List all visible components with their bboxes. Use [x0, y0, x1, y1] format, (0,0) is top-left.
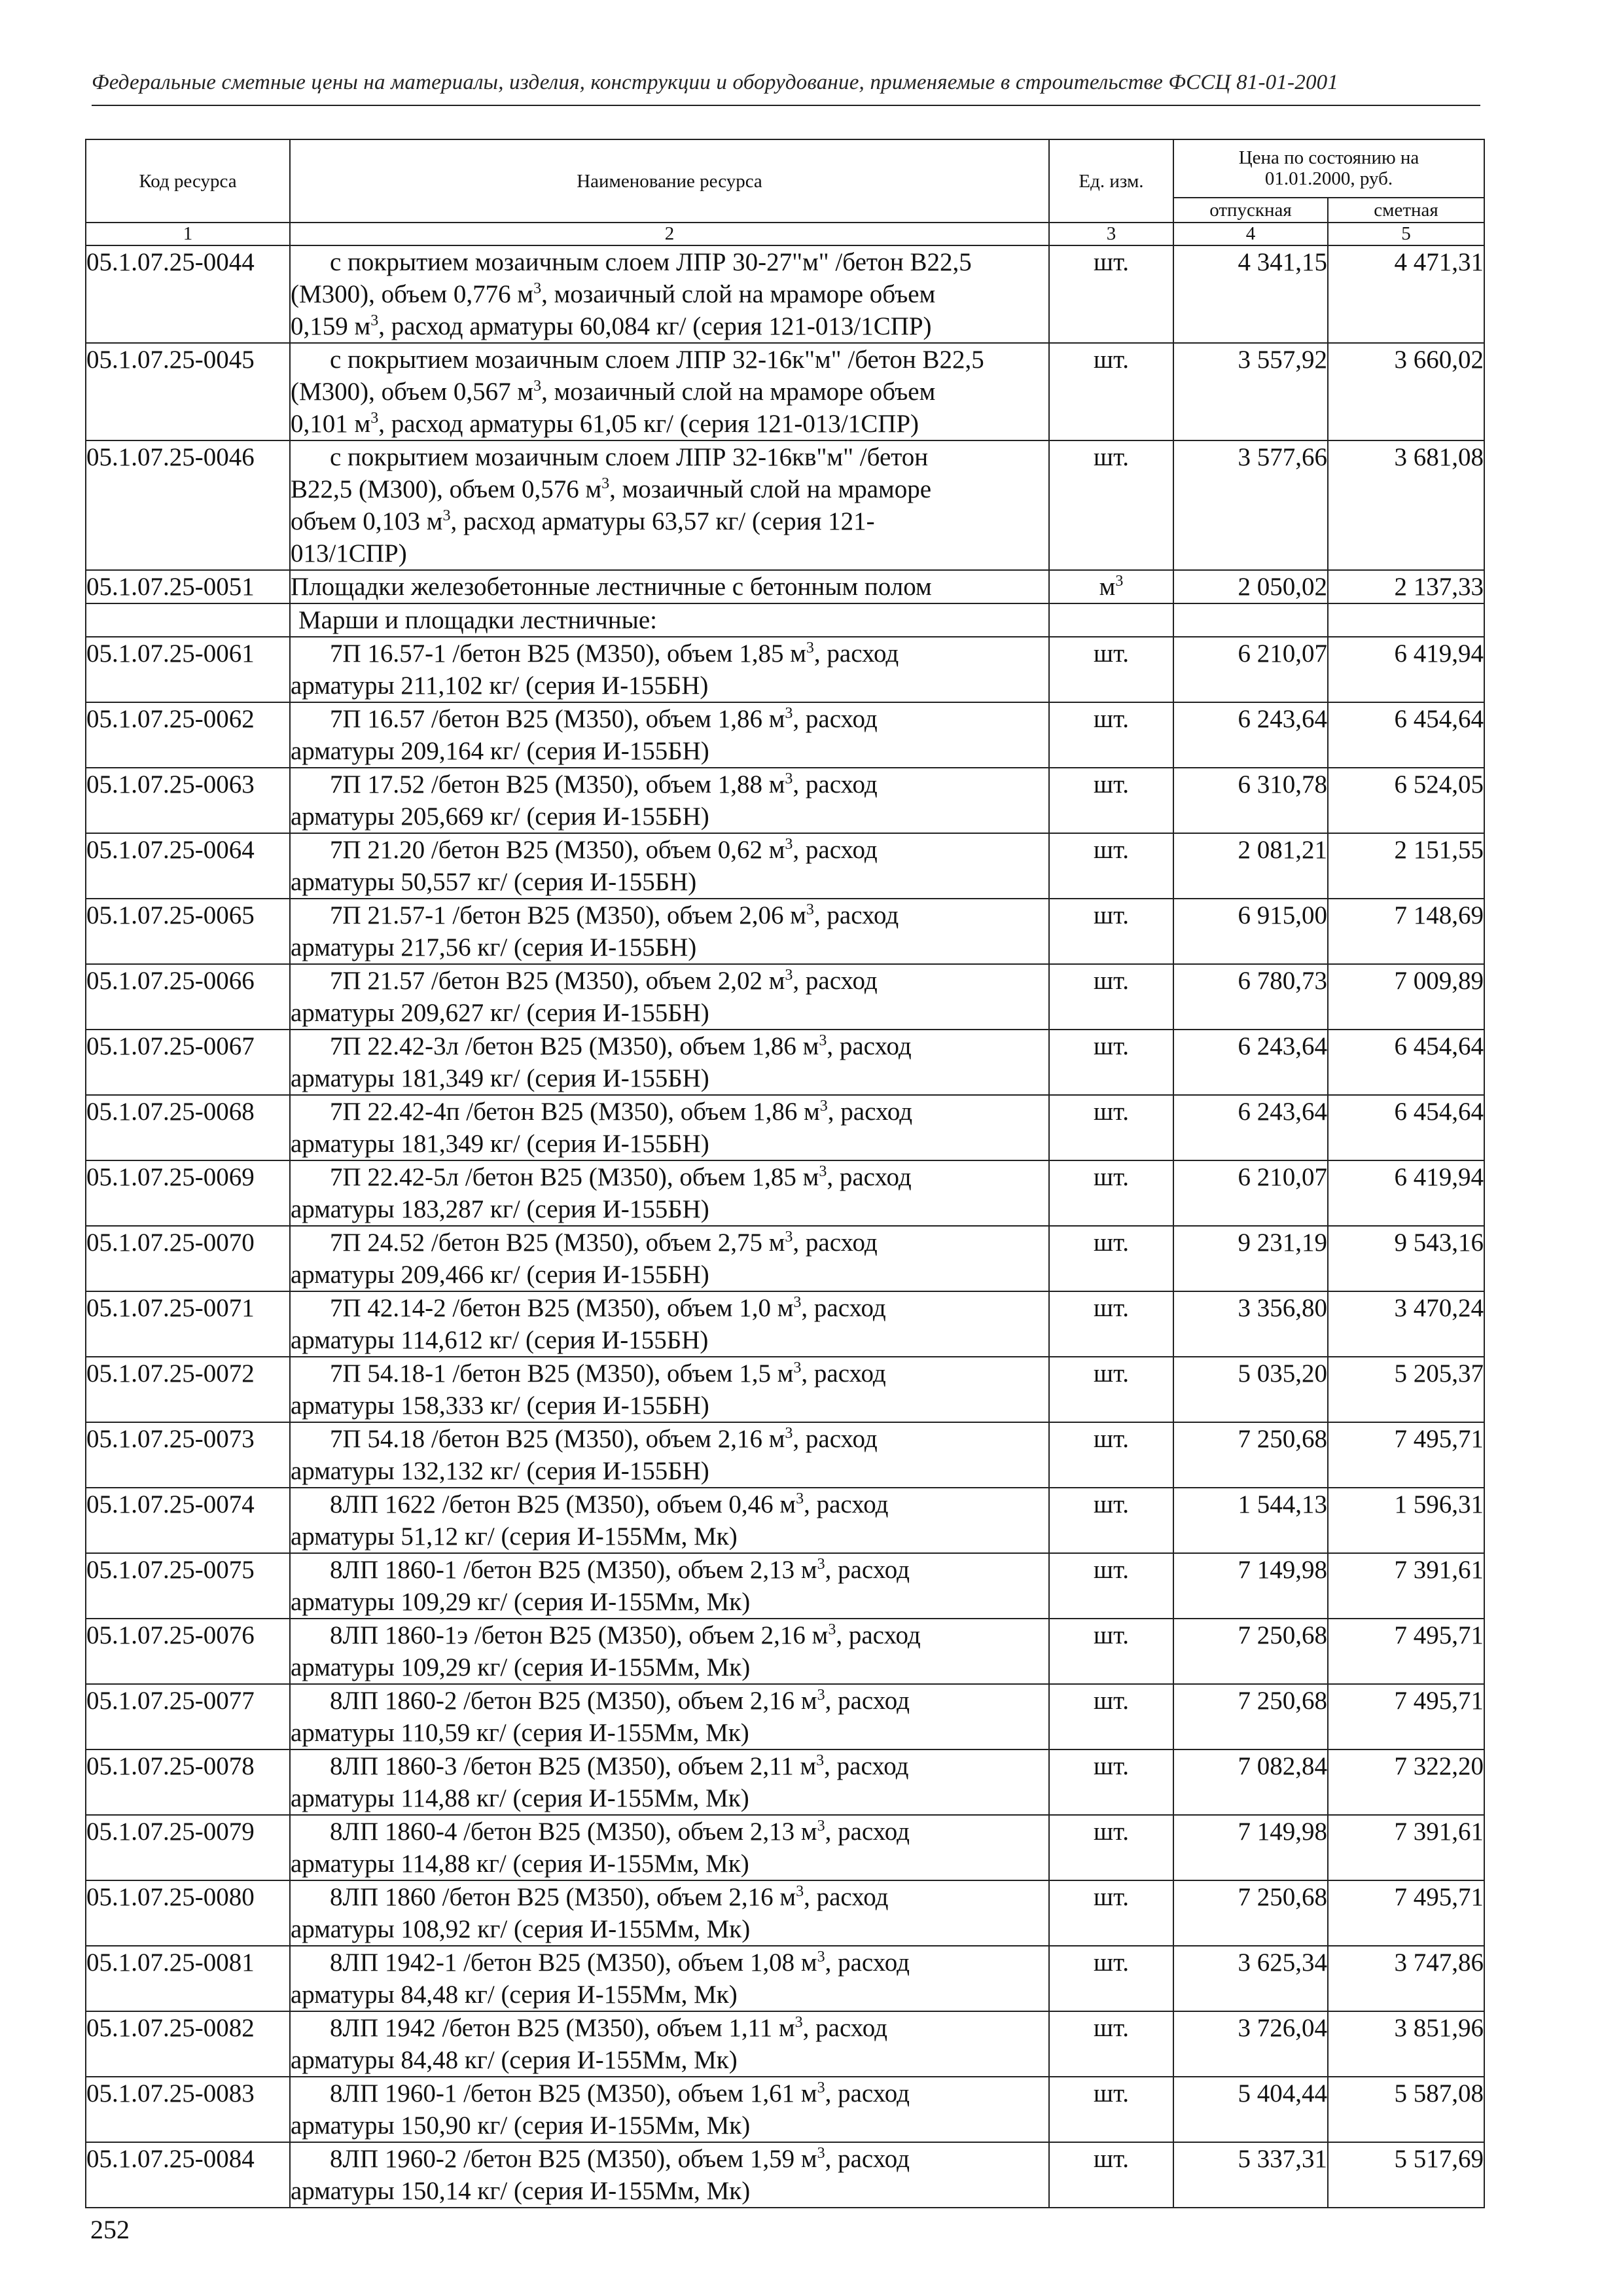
resource-name — [290, 1226, 1049, 1291]
resource-name-line: арматуры 114,88 кг/ (серия И-155Мм, Мк) — [291, 1850, 749, 1878]
price-estimate: 6 419,94 — [1328, 637, 1484, 702]
resource-code: 05.1.07.25-0072 — [86, 1357, 290, 1422]
table-row — [86, 440, 1484, 570]
header-rule — [92, 105, 1480, 106]
table-row — [86, 1030, 1484, 1095]
table-row — [86, 1226, 1484, 1291]
column-numbers-row — [86, 223, 1484, 245]
unit: шт. — [1049, 1422, 1173, 1488]
column-number: 1 — [86, 223, 290, 245]
price-estimate: 3 747,86 — [1328, 1946, 1484, 2011]
price-release: 6 210,07 — [1173, 637, 1328, 702]
price-release: 7 149,98 — [1173, 1553, 1328, 1619]
price-release: 4 341,15 — [1173, 245, 1328, 343]
price-release: 7 250,68 — [1173, 1684, 1328, 1749]
resource-name-line: 8ЛП 1960-2 /бетон В25 (М350), объем 1,59 $м^3$, расход — [330, 2145, 910, 2173]
resource-code: 05.1.07.25-0071 — [86, 1291, 290, 1357]
resource-name — [290, 2011, 1049, 2077]
price-estimate: 3 470,24 — [1328, 1291, 1484, 1357]
resource-name-line: 7П 22.42-5л /бетон В25 (М350), объем 1,85 $м^3$, расход — [330, 1163, 912, 1191]
resource-code: 05.1.07.25-0061 — [86, 637, 290, 702]
resource-code: 05.1.07.25-0077 — [86, 1684, 290, 1749]
table-row — [86, 833, 1484, 899]
resource-name-line: 7П 21.57-1 /бетон В25 (М350), объем 2,06 $м^3$, расход — [330, 901, 899, 929]
resource-name — [290, 768, 1049, 833]
unit: шт. — [1049, 1946, 1173, 2011]
price-estimate: 6 419,94 — [1328, 1160, 1484, 1226]
table-row — [86, 2011, 1484, 2077]
resource-name — [290, 603, 1049, 637]
resource-name-line: 8ЛП 1942-1 /бетон В25 (М350), объем 1,08 $м^3$, расход — [330, 1948, 910, 1977]
price-estimate: 4 471,31 — [1328, 245, 1484, 343]
resource-code — [86, 603, 290, 637]
price-release: 1 544,13 — [1173, 1488, 1328, 1553]
price-estimate: 1 596,31 — [1328, 1488, 1484, 1553]
resource-code: 05.1.07.25-0083 — [86, 2077, 290, 2142]
resource-name-line: арматуры 158,333 кг/ (серия И-155БН) — [291, 1391, 709, 1420]
resource-name-line: арматуры 110,59 кг/ (серия И-155Мм, Мк) — [291, 1719, 749, 1747]
price-estimate: 3 681,08 — [1328, 440, 1484, 570]
price-estimate: 7 495,71 — [1328, 1880, 1484, 1946]
table-row — [86, 1880, 1484, 1946]
unit: шт. — [1049, 833, 1173, 899]
column-number: 4 — [1173, 223, 1328, 245]
table-row — [86, 964, 1484, 1030]
resource-name — [290, 833, 1049, 899]
resource-code: 05.1.07.25-0044 — [86, 245, 290, 343]
resource-name-line: арматуры 114,612 кг/ (серия И-155БН) — [291, 1326, 709, 1354]
resource-code: 05.1.07.25-0045 — [86, 343, 290, 440]
price-release: 7 082,84 — [1173, 1749, 1328, 1815]
resource-name — [290, 1291, 1049, 1357]
resource-name — [290, 2142, 1049, 2208]
unit: шт. — [1049, 1488, 1173, 1553]
unit: шт. — [1049, 1030, 1173, 1095]
resource-code: 05.1.07.25-0046 — [86, 440, 290, 570]
price-release: 6 780,73 — [1173, 964, 1328, 1030]
price-estimate: 7 391,61 — [1328, 1553, 1484, 1619]
table-row — [86, 1749, 1484, 1815]
resource-code: 05.1.07.25-0082 — [86, 2011, 290, 2077]
price-estimate: 7 495,71 — [1328, 1422, 1484, 1488]
resource-name-line: 7П 24.52 /бетон В25 (М350), объем 2,75 $м^3$, расход — [330, 1229, 878, 1257]
price-estimate: 7 148,69 — [1328, 899, 1484, 964]
table-row — [86, 768, 1484, 833]
resource-name — [290, 637, 1049, 702]
price-estimate: 7 322,20 — [1328, 1749, 1484, 1815]
resource-name — [290, 964, 1049, 1030]
unit: шт. — [1049, 964, 1173, 1030]
price-estimate: 6 454,64 — [1328, 702, 1484, 768]
price-release: 5 035,20 — [1173, 1357, 1328, 1422]
resource-name-line: арматуры 205,669 кг/ (серия И-155БН) — [291, 802, 709, 831]
resource-name-line: 7П 16.57 /бетон В25 (М350), объем 1,86 $м^3$, расход — [330, 705, 878, 733]
price-estimate: 7 495,71 — [1328, 1684, 1484, 1749]
resource-name-line: 7П 21.20 /бетон В25 (М350), объем 0,62 $м^3$, расход — [330, 836, 878, 864]
price-release: 7 149,98 — [1173, 1815, 1328, 1880]
price-estimate: 7 391,61 — [1328, 1815, 1484, 1880]
unit: шт. — [1049, 2011, 1173, 2077]
resource-name-line: 7П 22.42-4п /бетон В25 (М350), объем 1,86 $м^3$, расход — [330, 1098, 913, 1126]
unit: $м^3$ — [1049, 570, 1173, 603]
table-row — [86, 637, 1484, 702]
resource-name-line: арматуры 150,90 кг/ (серия И-155Мм, Мк) — [291, 2111, 751, 2140]
resource-name — [290, 1095, 1049, 1160]
resource-name-line: 0,101 $м^3$, расход арматуры 61,05 кг/ (серия 121-013/1СПР) — [291, 410, 919, 438]
resource-code: 05.1.07.25-0068 — [86, 1095, 290, 1160]
price-estimate: 6 454,64 — [1328, 1030, 1484, 1095]
table-row — [86, 245, 1484, 343]
resource-name-line: 8ЛП 1622 /бетон В25 (М350), объем 0,46 $м^3$, расход — [330, 1490, 889, 1518]
column-number: 5 — [1328, 223, 1484, 245]
resource-name-line: 7П 17.52 /бетон В25 (М350), объем 1,88 $м^3$, расход — [330, 770, 878, 798]
price-estimate: 6 454,64 — [1328, 1095, 1484, 1160]
resource-name-line: арматуры 211,102 кг/ (серия И-155БН) — [291, 672, 709, 700]
resource-name — [290, 1422, 1049, 1488]
resource-name-line: с покрытием мозаичным слоем ЛПР 30-27"м" /бетон В22,5 — [330, 248, 972, 276]
page-number: 252 — [90, 2215, 130, 2244]
table-row — [86, 1095, 1484, 1160]
resource-name — [290, 570, 1049, 603]
unit: шт. — [1049, 637, 1173, 702]
resource-name-line: арматуры 217,56 кг/ (серия И-155БН) — [291, 933, 697, 961]
table-row — [86, 570, 1484, 603]
unit: шт. — [1049, 899, 1173, 964]
unit: шт. — [1049, 768, 1173, 833]
unit: шт. — [1049, 702, 1173, 768]
unit: шт. — [1049, 343, 1173, 440]
resource-name — [290, 1160, 1049, 1226]
resource-name-line: 7П 16.57-1 /бетон В25 (М350), объем 1,85 $м^3$, расход — [330, 639, 899, 668]
table-row — [86, 1553, 1484, 1619]
resource-name-line: арматуры 109,29 кг/ (серия И-155Мм, Мк) — [291, 1653, 751, 1681]
price-release: 3 356,80 — [1173, 1291, 1328, 1357]
unit — [1049, 603, 1173, 637]
resource-name — [290, 1946, 1049, 2011]
resource-name-line: арматуры 51,12 кг/ (серия И-155Мм, Мк) — [291, 1522, 738, 1551]
price-release: 7 250,68 — [1173, 1880, 1328, 1946]
resource-name-line: 8ЛП 1960-1 /бетон В25 (М350), объем 1,61 $м^3$, расход — [330, 2079, 910, 2108]
resource-name-line: 8ЛП 1860-3 /бетон В25 (М350), объем 2,11 $м^3$, расход — [330, 1752, 909, 1780]
table-row — [86, 1291, 1484, 1357]
resource-name-line: (М300), объем 0,567 $м^3$, мозаичный слой на мраморе объем — [291, 378, 936, 406]
resource-name-line: арматуры 209,627 кг/ (серия И-155БН) — [291, 999, 709, 1027]
resource-name-line: 7П 42.14-2 /бетон В25 (М350), объем 1,0 $м^3$, расход — [330, 1294, 886, 1322]
price-estimate: 6 524,05 — [1328, 768, 1484, 833]
table-row — [86, 1815, 1484, 1880]
resource-name-line: 7П 54.18 /бетон В25 (М350), объем 2,16 $м^3$, расход — [330, 1425, 878, 1453]
resource-name-line: 7П 22.42-3л /бетон В25 (М350), объем 1,86 $м^3$, расход — [330, 1032, 912, 1060]
unit: шт. — [1049, 1815, 1173, 1880]
price-estimate: 5 517,69 — [1328, 2142, 1484, 2208]
resource-name — [290, 1815, 1049, 1880]
resource-name-line: 7П 54.18-1 /бетон В25 (М350), объем 1,5 $м^3$, расход — [330, 1359, 886, 1388]
resource-name-line: арматуры 114,88 кг/ (серия И-155Мм, Мк) — [291, 1784, 749, 1812]
resource-name-line: арматуры 84,48 кг/ (серия И-155Мм, Мк) — [291, 2046, 738, 2074]
price-estimate: 3 851,96 — [1328, 2011, 1484, 2077]
header-release: отпускная — [1173, 198, 1328, 223]
resource-name-line: 013/1СПР) — [291, 539, 407, 567]
price-release: 3 577,66 — [1173, 440, 1328, 570]
resource-name-line: арматуры 183,287 кг/ (серия И-155БН) — [291, 1195, 709, 1223]
unit: шт. — [1049, 1553, 1173, 1619]
resource-name — [290, 343, 1049, 440]
price-release: 3 726,04 — [1173, 2011, 1328, 2077]
price-release: 6 310,78 — [1173, 768, 1328, 833]
price-estimate: 2 137,33 — [1328, 570, 1484, 603]
price-release: 6 243,64 — [1173, 1030, 1328, 1095]
unit: шт. — [1049, 1357, 1173, 1422]
unit: шт. — [1049, 1160, 1173, 1226]
price-release: 6 915,00 — [1173, 899, 1328, 964]
price-release: 7 250,68 — [1173, 1619, 1328, 1684]
price-release: 2 050,02 — [1173, 570, 1328, 603]
resource-code: 05.1.07.25-0078 — [86, 1749, 290, 1815]
resource-name-line: Площадки железобетонные лестничные с бетонным полом — [291, 573, 932, 601]
price-release: 5 404,44 — [1173, 2077, 1328, 2142]
resource-code: 05.1.07.25-0066 — [86, 964, 290, 1030]
column-number: 3 — [1049, 223, 1173, 245]
resource-name — [290, 245, 1049, 343]
resource-name-line: Марши и площадки лестничные: — [298, 606, 658, 634]
table-row — [86, 702, 1484, 768]
price-release: 6 243,64 — [1173, 1095, 1328, 1160]
resource-name-line: объем 0,103 $м^3$, расход арматуры 63,57 кг/ (серия 121- — [291, 507, 875, 535]
resource-name-line: арматуры 209,164 кг/ (серия И-155БН) — [291, 737, 709, 765]
header-price-line1: Цена по состоянию на — [1238, 147, 1419, 169]
resource-name-line: с покрытием мозаичным слоем ЛПР 32-16к"м" /бетон В22,5 — [330, 346, 984, 374]
resource-name-line: 8ЛП 1860 /бетон В25 (М350), объем 2,16 $м^3$, расход — [330, 1883, 889, 1911]
resource-name — [290, 702, 1049, 768]
resource-name — [290, 899, 1049, 964]
resource-code: 05.1.07.25-0080 — [86, 1880, 290, 1946]
resource-name-line: арматуры 108,92 кг/ (серия И-155Мм, Мк) — [291, 1915, 751, 1943]
resource-code: 05.1.07.25-0065 — [86, 899, 290, 964]
resource-name-line: 8ЛП 1942 /бетон В25 (М350), объем 1,11 $м^3$, расход — [330, 2014, 888, 2042]
resource-name-line: арматуры 181,349 кг/ (серия И-155БН) — [291, 1064, 709, 1092]
resource-name-line: арматуры 132,132 кг/ (серия И-155БН) — [291, 1457, 709, 1485]
unit: шт. — [1049, 1619, 1173, 1684]
resource-name — [290, 440, 1049, 570]
price-estimate: 7 009,89 — [1328, 964, 1484, 1030]
resource-name-line: (М300), объем 0,776 $м^3$, мозаичный слой на мраморе объем — [291, 280, 936, 308]
resource-name-line: 8ЛП 1860-2 /бетон В25 (М350), объем 2,16 $м^3$, расход — [330, 1687, 910, 1715]
header-name: Наименование ресурса — [290, 139, 1049, 223]
price-estimate: 5 205,37 — [1328, 1357, 1484, 1422]
header-price — [1173, 139, 1484, 198]
resource-name-line: В22,5 (М300), объем 0,576 $м^3$, мозаичный слой на мраморе — [291, 475, 932, 503]
resource-name-line: 0,159 $м^3$, расход арматуры 60,084 кг/ (серия 121-013/1СПР) — [291, 312, 932, 340]
resource-code: 05.1.07.25-0076 — [86, 1619, 290, 1684]
price-release — [1173, 603, 1328, 637]
unit: шт. — [1049, 245, 1173, 343]
table-row — [86, 2142, 1484, 2208]
price-estimate: 9 543,16 — [1328, 1226, 1484, 1291]
header-price-line2: 01.01.2000, руб. — [1264, 168, 1393, 190]
resource-name-line: арматуры 209,466 кг/ (серия И-155БН) — [291, 1261, 709, 1289]
price-estimate: 3 660,02 — [1328, 343, 1484, 440]
price-estimate — [1328, 603, 1484, 637]
resource-code: 05.1.07.25-0073 — [86, 1422, 290, 1488]
resource-name — [290, 1684, 1049, 1749]
resource-code: 05.1.07.25-0067 — [86, 1030, 290, 1095]
resource-name — [290, 2077, 1049, 2142]
resource-code: 05.1.07.25-0084 — [86, 2142, 290, 2208]
resource-code: 05.1.07.25-0070 — [86, 1226, 290, 1291]
table-row — [86, 603, 1484, 637]
resource-code: 05.1.07.25-0079 — [86, 1815, 290, 1880]
unit: шт. — [1049, 1880, 1173, 1946]
table-row — [86, 1160, 1484, 1226]
price-release: 3 557,92 — [1173, 343, 1328, 440]
header-code: Код ресурса — [86, 139, 290, 223]
table-body — [86, 245, 1484, 2208]
unit: шт. — [1049, 2142, 1173, 2208]
table-row — [86, 2077, 1484, 2142]
resource-name-line: 8ЛП 1860-1 /бетон В25 (М350), объем 2,13 $м^3$, расход — [330, 1556, 910, 1584]
resource-name-line: арматуры 150,14 кг/ (серия И-155Мм, Мк) — [291, 2177, 751, 2205]
unit: шт. — [1049, 1226, 1173, 1291]
resource-name-line: арматуры 84,48 кг/ (серия И-155Мм, Мк) — [291, 1981, 738, 2009]
resource-name-line: 8ЛП 1860-4 /бетон В25 (М350), объем 2,13 $м^3$, расход — [330, 1818, 910, 1846]
resource-name-line: арматуры 181,349 кг/ (серия И-155БН) — [291, 1130, 709, 1158]
resource-name-line: 7П 21.57 /бетон В25 (М350), объем 2,02 $м^3$, расход — [330, 967, 878, 995]
resource-code: 05.1.07.25-0064 — [86, 833, 290, 899]
resource-code: 05.1.07.25-0051 — [86, 570, 290, 603]
resource-name-line: арматуры 109,29 кг/ (серия И-155Мм, Мк) — [291, 1588, 751, 1616]
resource-name — [290, 1749, 1049, 1815]
header-estimate: сметная — [1328, 198, 1484, 223]
table-row — [86, 1422, 1484, 1488]
price-release: 5 337,31 — [1173, 2142, 1328, 2208]
resource-name — [290, 1880, 1049, 1946]
resource-name-line: с покрытием мозаичным слоем ЛПР 32-16кв"м" /бетон — [330, 443, 929, 471]
resource-code: 05.1.07.25-0075 — [86, 1553, 290, 1619]
resource-name-line: 8ЛП 1860-1э /бетон В25 (М350), объем 2,16 $м^3$, расход — [330, 1621, 921, 1649]
unit: шт. — [1049, 1095, 1173, 1160]
header-unit: Ед. изм. — [1049, 139, 1173, 223]
table-row — [86, 343, 1484, 440]
price-estimate: 2 151,55 — [1328, 833, 1484, 899]
table-row — [86, 1488, 1484, 1553]
unit: шт. — [1049, 1291, 1173, 1357]
resource-name — [290, 1619, 1049, 1684]
price-table — [85, 139, 1485, 2208]
unit: шт. — [1049, 1749, 1173, 1815]
table-row — [86, 1357, 1484, 1422]
resource-name — [290, 1488, 1049, 1553]
resource-code: 05.1.07.25-0063 — [86, 768, 290, 833]
price-release: 9 231,19 — [1173, 1226, 1328, 1291]
resource-name — [290, 1357, 1049, 1422]
resource-name — [290, 1553, 1049, 1619]
resource-name — [290, 1030, 1049, 1095]
resource-code: 05.1.07.25-0069 — [86, 1160, 290, 1226]
unit: шт. — [1049, 440, 1173, 570]
resource-code: 05.1.07.25-0074 — [86, 1488, 290, 1553]
table-row — [86, 1946, 1484, 2011]
resource-code: 05.1.07.25-0062 — [86, 702, 290, 768]
table-row — [86, 899, 1484, 964]
running-head: Федеральные сметные цены на материалы, изделия, конструкции и оборудование, применяемые в строительстве ФССЦ 81-01-2001 — [92, 71, 1339, 94]
price-release: 7 250,68 — [1173, 1422, 1328, 1488]
table-row — [86, 1619, 1484, 1684]
resource-code: 05.1.07.25-0081 — [86, 1946, 290, 2011]
resource-name-line: арматуры 50,557 кг/ (серия И-155БН) — [291, 868, 697, 896]
price-release: 6 210,07 — [1173, 1160, 1328, 1226]
price-release: 3 625,34 — [1173, 1946, 1328, 2011]
price-estimate: 7 495,71 — [1328, 1619, 1484, 1684]
column-number: 2 — [290, 223, 1049, 245]
table-row — [86, 1684, 1484, 1749]
unit: шт. — [1049, 2077, 1173, 2142]
price-release: 2 081,21 — [1173, 833, 1328, 899]
unit: шт. — [1049, 1684, 1173, 1749]
price-estimate: 5 587,08 — [1328, 2077, 1484, 2142]
price-release: 6 243,64 — [1173, 702, 1328, 768]
